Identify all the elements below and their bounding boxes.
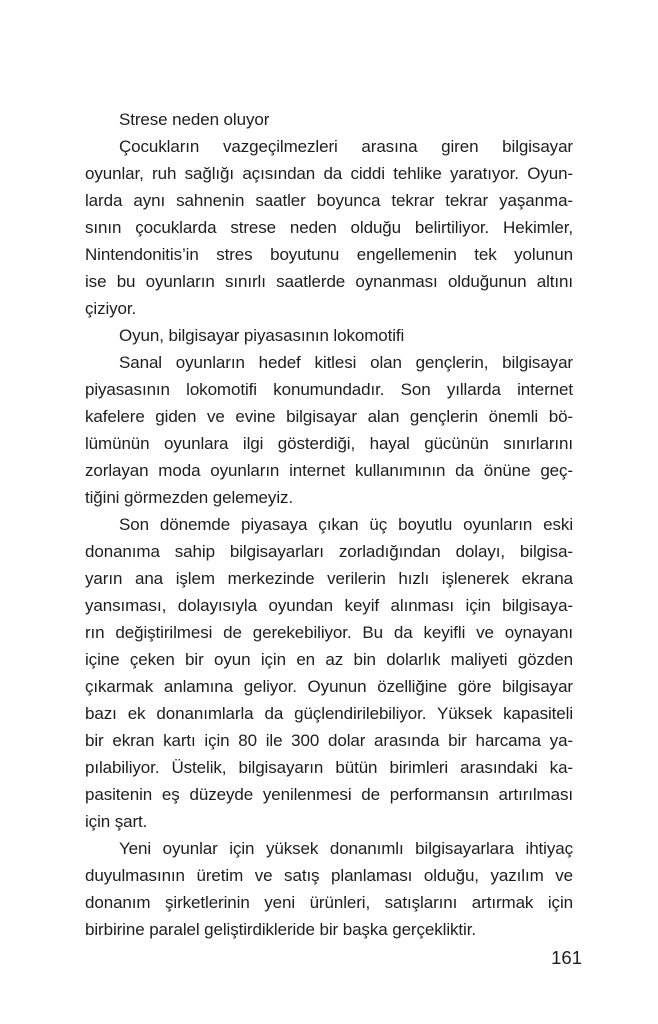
text-line: Oyun, bilgisayar piyasasının lokomotifi xyxy=(119,326,405,345)
text-line: Çocukların vazgeçilmezleri arasına giren bilgisayar xyxy=(119,137,573,156)
text-line: pılabiliyor. Üstelik, bilgisayarın bütün birimleri arasındaki ka- xyxy=(85,758,573,777)
text-line: için şart. xyxy=(85,812,148,831)
text-line: donanıma sahip bilgisayarları zorladığından dolayı, bilgisa- xyxy=(85,542,573,561)
page-text xyxy=(85,106,573,943)
paragraph xyxy=(85,835,573,943)
paragraph xyxy=(85,133,573,322)
text-line: ise bu oyunların sınırlı saatlerde oynanması olduğunun altını xyxy=(85,272,573,291)
page-number: 161 xyxy=(551,947,582,968)
text-line: larda aynı sahnenin saatler boyunca tekrar tekrar yaşanma- xyxy=(85,191,573,210)
text-line: bazı ek donanımlarla da güçlendirilebiliyor. Yüksek kapasiteli xyxy=(85,704,573,723)
text-line: çıkarmak anlamına geliyor. Oyunun özelliğine göre bilgisayar xyxy=(85,677,573,696)
text-line: donanım şirketlerinin yeni ürünleri, satışlarını artırmak için xyxy=(85,893,573,912)
text-line: piyasasının lokomotifi konumundadır. Son yıllarda internet xyxy=(85,380,573,399)
text-line: kafelere giden ve evine bilgisayar alan gençlerin önemli bö- xyxy=(85,407,573,426)
text-line: içine çeken bir oyun için en az bin dolarlık maliyeti gözden xyxy=(85,650,573,669)
text-line: sının çocuklarda strese neden olduğu belirtiliyor. Hekimler, xyxy=(85,218,573,237)
text-line: Sanal oyunların hedef kitlesi olan gençlerin, bilgisayar xyxy=(119,353,573,372)
text-line: yansıması, dolayısıyla oyundan keyif alınması için bilgisaya- xyxy=(85,596,573,615)
section-heading xyxy=(85,322,573,349)
text-line: yarın ana işlem merkezinde verilerin hızlı işlenerek ekrana xyxy=(85,569,573,588)
text-line: rın değiştirilmesi de gerekebiliyor. Bu da keyifli ve oynayanı xyxy=(85,623,573,642)
text-line: pasitenin eş düzeyde yenilenmesi de performansın artırılması xyxy=(85,785,573,804)
text-line: Son dönemde piyasaya çıkan üç boyutlu oyunların eski xyxy=(119,515,573,534)
text-line: Yeni oyunlar için yüksek donanımlı bilgisayarlara ihtiyaç xyxy=(119,839,573,858)
text-line: zorlayan moda oyunların internet kullanımının da önüne geç- xyxy=(85,461,573,480)
paragraph xyxy=(85,511,573,835)
text-line: bir ekran kartı için 80 ile 300 dolar arasında bir harcama ya- xyxy=(85,731,573,750)
text-line: tiğini görmezden gelemeyiz. xyxy=(85,488,294,507)
text-line: duyulmasının üretim ve satış planlaması olduğu, yazılım ve xyxy=(85,866,573,885)
text-line: oyunlar, ruh sağlığı açısından da ciddi tehlike yaratıyor. Oyun- xyxy=(85,164,573,183)
section-heading xyxy=(85,106,573,133)
text-line: çiziyor. xyxy=(85,299,137,318)
text-line: birbirine paralel geliştirdikleride bir başka gerçekliktir. xyxy=(85,920,476,939)
text-line: Nintendonitis’in stres boyutunu engellemenin tek yolunun xyxy=(85,245,573,264)
paragraph xyxy=(85,349,573,511)
text-line: lümünün oyunlara ilgi gösterdiği, hayal gücünün sınırlarını xyxy=(85,434,573,453)
text-line: Strese neden oluyor xyxy=(119,110,270,129)
